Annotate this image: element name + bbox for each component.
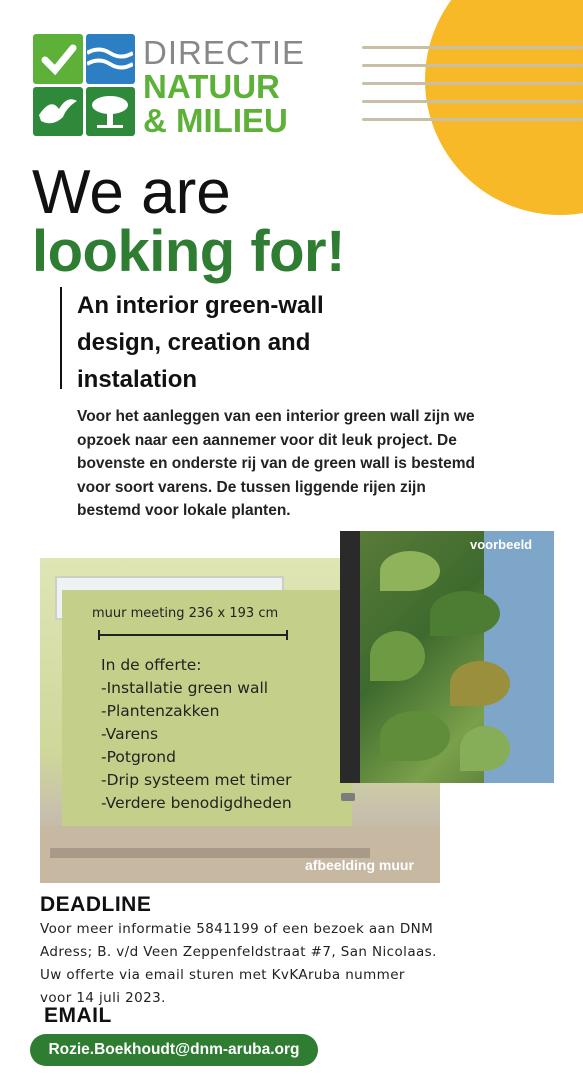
bird-icon: [33, 87, 83, 137]
wall-photo-caption: afbeelding muur: [305, 857, 414, 873]
deadline-line: Uw offerte via email sturen met KvKAruba nummer: [40, 967, 405, 983]
logo-line-milieu: & MILIEU: [143, 102, 288, 139]
wall-measurement: muur meeting 236 x 193 cm: [92, 606, 279, 621]
email-heading: EMAIL: [44, 1004, 112, 1027]
faucet: [341, 793, 355, 801]
logo-line-natuur: NATUUR: [143, 68, 280, 105]
offer-item: -Verdere benodigdheden: [101, 794, 292, 812]
logo-line-directie: DIRECTIE: [143, 34, 306, 71]
example-photo-caption: voorbeeld: [470, 537, 533, 552]
offer-item: -Varens: [101, 725, 159, 743]
tree-icon: [86, 87, 136, 137]
headline-looking-for: looking for!: [32, 219, 345, 284]
subhead-divider: [60, 287, 62, 389]
offer-title: In de offerte:: [101, 656, 202, 674]
decorative-lines: [362, 46, 583, 126]
offer-item: -Potgrond: [101, 748, 176, 766]
deadline-line: Adress; B. v/d Veen Zeppenfeldstraat #7, San Nicolaas.: [40, 944, 437, 960]
subhead: An interior green-wall design, creation and instalation: [77, 292, 324, 393]
offer-item: -Installatie green wall: [101, 679, 269, 697]
water-icon: [86, 34, 136, 84]
offer-list: [101, 654, 292, 815]
email-address-link[interactable]: Rozie.Boekhoudt@dnm-aruba.org: [30, 1034, 318, 1066]
logo-wordmark: [143, 36, 305, 137]
example-greenwall-photo: [340, 531, 554, 783]
deadline-line: Voor meer informatie 5841199 of een bezoek aan DNM: [40, 921, 434, 937]
check-icon: [33, 34, 83, 84]
offer-item: -Drip systeem met timer: [101, 771, 292, 789]
deadline-heading: DEADLINE: [40, 893, 152, 916]
headline-we-are: We are: [32, 158, 231, 227]
description-paragraph: Voor het aanleggen van een interior green wall zijn we opzoek naar een aannemer voor dit leuk project. De bovenste en onderste rij van de green wall is bestemd voor soort varens. De tussen liggende rijen zijn bestemd voor lokale planten.: [77, 408, 475, 519]
dnm-logo: [33, 34, 135, 136]
deadline-details: [40, 918, 510, 1010]
measurement-line: [98, 634, 288, 636]
deadline-line: voor 14 juli 2023.: [40, 990, 166, 1006]
offer-item: -Plantenzakken: [101, 702, 220, 720]
